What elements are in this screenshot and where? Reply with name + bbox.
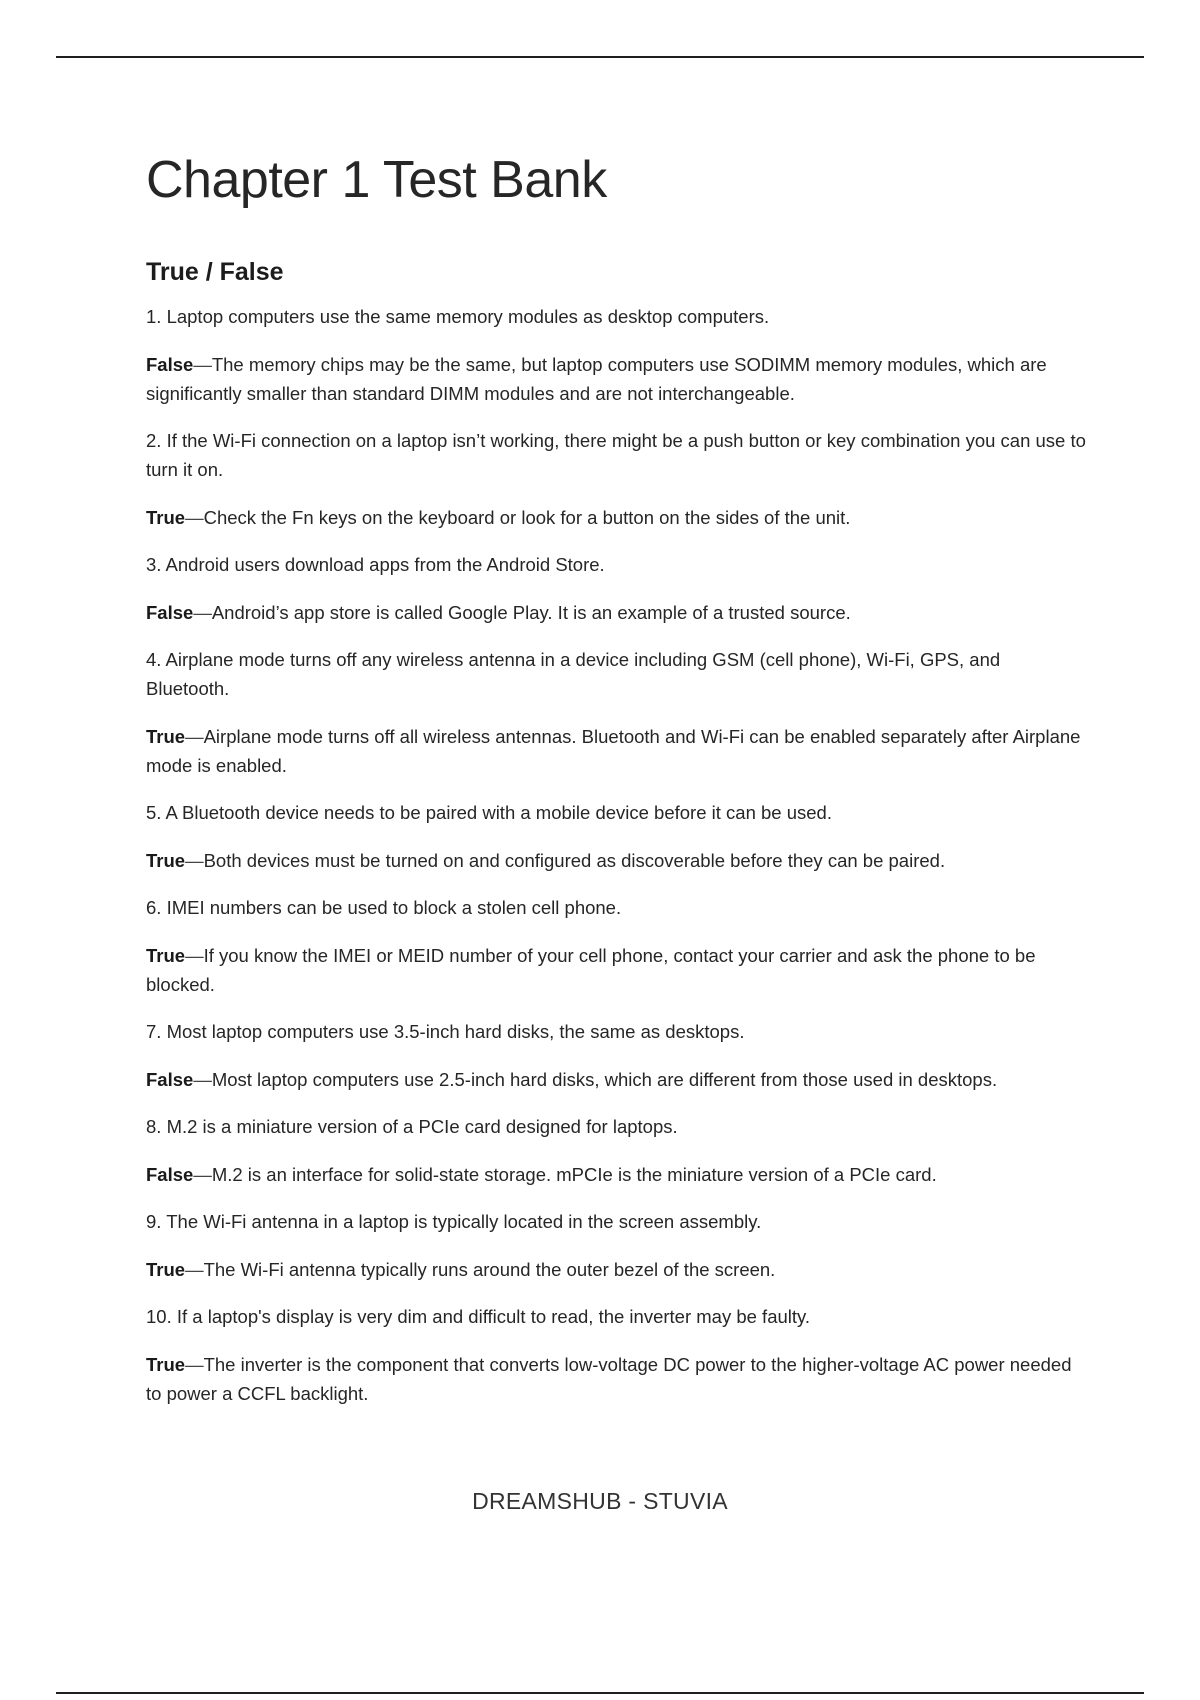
question-text: 2. If the Wi-Fi connection on a laptop isn’t working, there might be a push button or key combination you can use to turn it on. — [146, 430, 1086, 480]
page-title: Chapter 1 Test Bank — [146, 151, 607, 209]
question-text: 4. Airplane mode turns off any wireless antenna in a device including GSM (cell phone), Wi-Fi, GPS, and Bluetooth. — [146, 649, 1001, 699]
answer-explanation: Check the Fn keys on the keyboard or look for a button on the sides of the unit. — [203, 506, 851, 528]
question-list — [146, 302, 1086, 1408]
answer-text — [146, 1160, 1086, 1189]
answer-explanation: The inverter is the component that converts low-voltage DC power to the higher-voltage AC power needed to power a CCFL backlight. — [146, 1353, 1072, 1404]
answer-dash: — — [185, 506, 204, 528]
question-item — [146, 426, 1086, 532]
answer-explanation: The memory chips may be the same, but laptop computers use SODIMM memory modules, which are significantly smaller than standard DIMM modules and are not interchangeable. — [146, 353, 1047, 404]
answer-verdict: True — [146, 1258, 186, 1280]
answer-dash: — — [193, 1068, 212, 1090]
answer-text — [146, 350, 1086, 408]
question-text: 8. M.2 is a miniature version of a PCIe card designed for laptops. — [146, 1116, 678, 1137]
answer-text — [146, 846, 1086, 875]
answer-verdict: True — [146, 849, 186, 871]
question-item — [146, 893, 1086, 999]
answer-text — [146, 503, 1086, 532]
answer-explanation: If you know the IMEI or MEID number of your cell phone, contact your carrier and ask the phone to be blocked. — [146, 944, 1036, 995]
answer-verdict: True — [146, 944, 186, 966]
question-item — [146, 1207, 1086, 1284]
answer-text — [146, 1065, 1086, 1094]
answer-explanation: Most laptop computers use 2.5-inch hard disks, which are different from those used in desktops. — [211, 1068, 998, 1090]
answer-explanation: Both devices must be turned on and configured as discoverable before they can be paired. — [203, 849, 946, 871]
answer-text — [146, 598, 1086, 627]
answer-dash: — — [185, 944, 204, 966]
document-body — [146, 148, 1086, 1426]
question-text: 6. IMEI numbers can be used to block a stolen cell phone. — [146, 897, 622, 918]
section-heading: True / False — [146, 258, 284, 286]
answer-explanation: Airplane mode turns off all wireless antennas. Bluetooth and Wi-Fi can be enabled separately after Airplane mode is enabled. — [146, 725, 1081, 776]
question-item — [146, 645, 1086, 780]
question-item — [146, 1017, 1086, 1094]
answer-dash: — — [185, 1353, 204, 1375]
answer-text — [146, 722, 1086, 780]
question-item — [146, 302, 1086, 408]
answer-explanation: M.2 is an interface for solid-state storage. mPCIe is the miniature version of a PCIe card. — [211, 1163, 937, 1185]
answer-dash: — — [185, 1258, 204, 1280]
answer-text — [146, 1255, 1086, 1284]
answer-verdict: False — [146, 601, 194, 623]
question-text: 5. A Bluetooth device needs to be paired with a mobile device before it can be used. — [146, 802, 832, 823]
answer-verdict: False — [146, 1163, 194, 1185]
top-divider — [56, 56, 1144, 58]
answer-dash: — — [193, 601, 212, 623]
question-item — [146, 1112, 1086, 1189]
question-text: 1. Laptop computers use the same memory modules as desktop computers. — [146, 306, 770, 327]
question-text: 9. The Wi-Fi antenna in a laptop is typically located in the screen assembly. — [146, 1211, 762, 1232]
question-text: 7. Most laptop computers use 3.5-inch hard disks, the same as desktops. — [146, 1021, 745, 1042]
answer-dash: — — [193, 1163, 212, 1185]
answer-explanation: The Wi-Fi antenna typically runs around the outer bezel of the screen. — [203, 1258, 776, 1280]
answer-verdict: True — [146, 725, 186, 747]
bottom-divider — [56, 1692, 1144, 1694]
footer-watermark: DREAMSHUB - STUVIA — [472, 1488, 728, 1514]
answer-verdict: False — [146, 1068, 194, 1090]
question-item — [146, 798, 1086, 875]
answer-verdict: True — [146, 1353, 186, 1375]
answer-dash: — — [193, 353, 212, 375]
answer-verdict: True — [146, 506, 186, 528]
question-item — [146, 550, 1086, 627]
answer-dash: — — [185, 849, 204, 871]
answer-text — [146, 941, 1086, 999]
answer-explanation: Android’s app store is called Google Play. It is an example of a trusted source. — [211, 601, 851, 623]
question-item — [146, 1302, 1086, 1408]
answer-dash: — — [185, 725, 204, 747]
answer-text — [146, 1350, 1086, 1408]
question-text: 10. If a laptop's display is very dim and difficult to read, the inverter may be faulty. — [146, 1306, 811, 1327]
question-text: 3. Android users download apps from the Android Store. — [146, 554, 605, 575]
answer-verdict: False — [146, 353, 194, 375]
